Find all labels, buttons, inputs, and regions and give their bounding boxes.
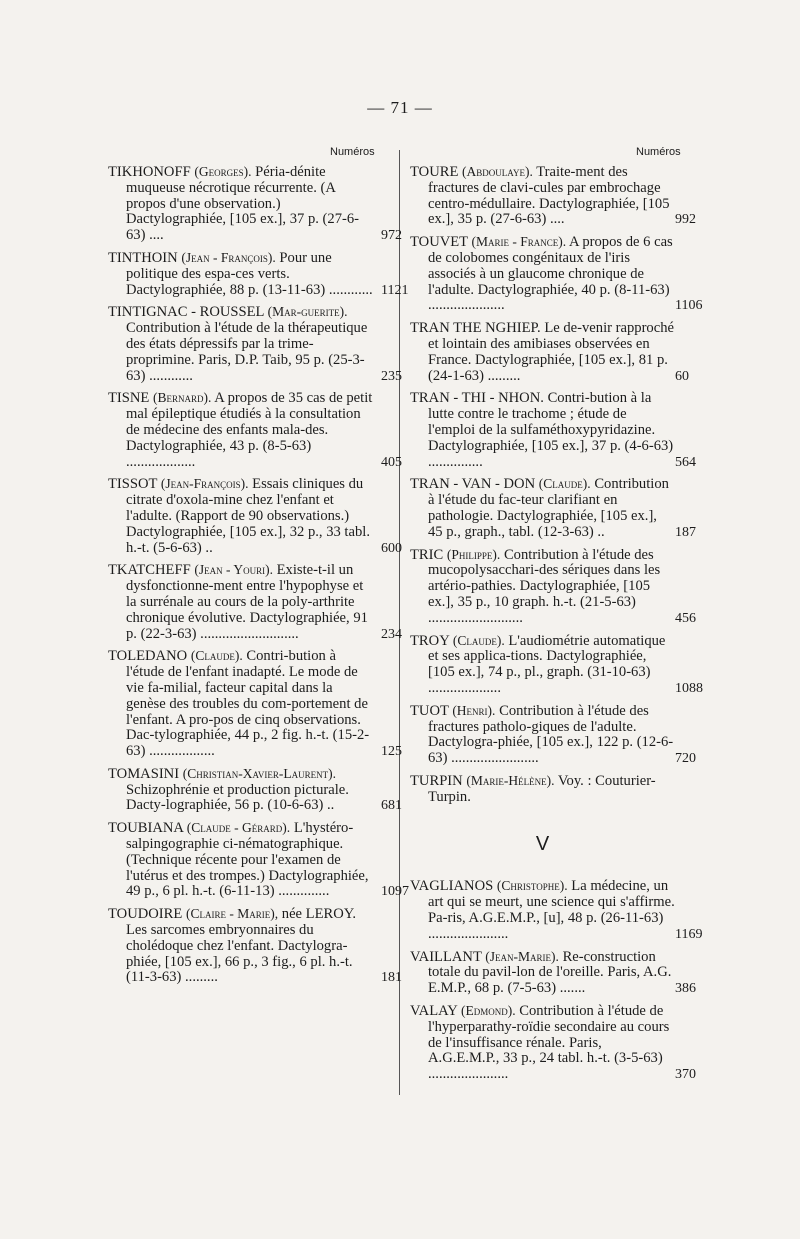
author-surname: TOMASINI [108, 765, 180, 782]
author-surname: TINTIGNAC - ROUSSEL [108, 304, 264, 321]
right-column-entries [410, 142, 703, 805]
author-given-name: (Mar-guerite). [267, 304, 348, 320]
bibliography-entry [410, 390, 696, 470]
bibliography-entry [410, 702, 696, 767]
entry-number: 234 [381, 626, 402, 642]
entry-description: Re-construction totale du pavil-lon de l'oreille. Paris, A.G. E.M.P., 68 p. (7-5-63) ....... [428, 948, 672, 997]
entry-number: 1088 [675, 680, 703, 696]
bibliography-entry [108, 562, 402, 642]
author-given-name: (Claire - Marie), [185, 906, 279, 922]
left-column-entries [108, 142, 409, 986]
right-column [410, 142, 703, 1089]
entry-description: Essais cliniques du citrate d'oxola-mine chez l'enfant et l'adulte. (Rapport de 90 observations.) Dactylographiée, [105 ex.], 32 p., 33 tabl. h.-t. (5-6-63) .. [126, 476, 370, 556]
entry-number: 405 [381, 454, 402, 470]
bibliography-entry [108, 304, 402, 384]
author-surname: VAGLIANOS [410, 878, 494, 895]
entry-description: Contribution à l'étude de l'hyperparathy-roïdie secondaire au cours de l'insuffisance rénale. Paris, A.G.E.M.P., 33 p., 24 tabl. h.-t. (3-5-63) ...................... [428, 1003, 670, 1083]
entry-number: 992 [675, 212, 696, 228]
bibliography-entry [108, 249, 409, 298]
author-surname: TURPIN [410, 772, 463, 789]
author-surname: TRAN - VAN - DON [410, 476, 536, 493]
bibliography-entry [108, 390, 402, 470]
author-given-name: (Georges). [194, 164, 252, 179]
entry-number: 386 [675, 981, 696, 997]
entry-description: Péria-dénite muqueuse nécrotique récurrente. (A propos d'une observation.) Dactylographiée, [105 ex.], 37 p. (27-6-63) .... [126, 164, 360, 244]
author-given-name: (Jean - Youri). [194, 562, 273, 578]
entry-description: La médecine, un art qui se meurt, une science qui s'affirme. Pa-ris, A.G.E.M.P., [u], 48 p. (26-11-63) ...................... [428, 878, 675, 942]
author-surname: VAILLANT [410, 948, 482, 965]
author-surname: TOUVET [410, 234, 468, 251]
entry-number: 125 [381, 744, 402, 760]
bibliography-entry [410, 320, 689, 384]
author-surname: TOLEDANO [108, 648, 188, 665]
author-given-name: (Claude - Gérard). [186, 820, 291, 836]
entry-number: 1121 [381, 282, 409, 298]
entry-number: 1097 [381, 884, 409, 900]
author-given-name: (Jean-Marie). [485, 948, 559, 964]
entry-description: A propos de 6 cas de colobomes congénitaux de l'iris associés à un glaucome chronique de l'adulte. Dactylographiée, 40 p. (8-11-63) ..................... [428, 234, 673, 314]
bibliography-entry [108, 164, 402, 244]
entry-description: Pour une politique des espa-ces verts. Dactylographiée, 88 p. (13-11-63) ............ [126, 249, 373, 298]
bibliography-entry [410, 1003, 696, 1083]
entry-number: 564 [675, 454, 696, 470]
author-given-name: (Bernard). [153, 390, 212, 406]
author-surname: TRAN THE NGHIEP. [410, 320, 541, 337]
entry-number: 972 [381, 228, 402, 244]
bibliography-entry [410, 234, 703, 314]
entry-description: Contribution à l'étude de la thérapeutique des états dépressifs par la trime-proprimine. Paris, D.P. Taib, 95 p. (25-3-63) ............ [126, 320, 368, 384]
entry-description: Contri-bution à la lutte contre le trachome ; étude de l'emploi de la sulfaméthoxypyridazine. Dactylographiée, [105 ex.], 37 p. (4-6-63) ............... [428, 390, 674, 470]
entry-number: 720 [675, 751, 696, 767]
entry-description: Contribution à l'étude des fractures patholo-giques de l'adulte. Dactylogra-phiée, [105 ex.], 122 p. (12-6-63) ........................ [428, 702, 674, 767]
author-surname: TOUBIANA [108, 820, 184, 837]
entry-description: Contribution à l'étude du fac-teur clarifiant en pathologie. Dactylographiée, [105 ex.], 45 p., graph., tabl. (12-3-63) .. [428, 476, 669, 540]
section-letter-v: V [535, 833, 550, 856]
bibliography-entry [410, 632, 703, 697]
author-surname: TIKHONOFF [108, 164, 191, 180]
bibliography-entry [410, 476, 696, 540]
column-header-right: Numéros [636, 146, 681, 158]
author-given-name: (Christian-Xavier-Laurent). [182, 765, 336, 781]
left-column [108, 142, 409, 992]
author-given-name: (Marie - France). [471, 234, 567, 250]
author-surname: VALAY [410, 1003, 458, 1020]
entry-number: 235 [381, 368, 402, 384]
author-surname: TISSOT [108, 476, 158, 493]
entry-description: Le de-venir rapproché et lointain des amibiases observées en France. Dactylographiée, [105 ex.], 81 p. (24-1-63) ......... [428, 320, 674, 384]
entry-description: née LEROY. Les sarcomes embryonnaires du cholédoque chez l'enfant. Dactylogra-phiée, [105 ex.], 66 p., 3 fig., 6 pl. h.-t. (11-3-63) ......... [126, 906, 357, 986]
entry-number: 60 [675, 368, 689, 384]
author-surname: TUOT [410, 702, 449, 719]
bibliography-entry [410, 164, 696, 228]
bibliography-entry [108, 476, 402, 556]
author-surname: TRIC [410, 546, 444, 563]
author-surname: TOURE [410, 164, 459, 180]
bibliography-entry [410, 773, 675, 806]
author-surname: TROY [410, 632, 450, 649]
entry-description: L'audiométrie automatique et ses applica-tions. Dactylographiée, [105 ex.], 74 p., pl., graph. (31-10-63) .................... [428, 632, 666, 696]
bibliography-entry [108, 765, 402, 814]
bibliography-entry [410, 546, 696, 627]
author-surname: TINTHOIN [108, 249, 178, 266]
bibliography-entry [410, 948, 696, 997]
author-surname: TRAN - THI - NHON. [410, 390, 544, 407]
entry-description: Existe-t-il un dysfonctionne-ment entre l'hypophyse et la surrénale au cours de la poly-arthrite chronique évolutive. Dactylographiée, 91 p. (22-3-63) ........................... [126, 562, 368, 642]
author-given-name: (Henri). [452, 702, 496, 718]
entry-description: Voy. : Couturier-Turpin. [428, 772, 656, 805]
author-given-name: (Jean - François). [181, 249, 276, 265]
entry-number: 1169 [675, 926, 703, 942]
entry-number: 1106 [675, 298, 703, 314]
entry-number: 187 [675, 524, 696, 540]
entry-description: Traite-ment des fractures de clavi-cules par embrochage centro-médullaire. Dactylographiée, [105 ex.], 35 p. (27-6-63) .... [428, 164, 670, 228]
bibliography-entry [108, 906, 402, 986]
page-number: — 71 — [367, 98, 433, 117]
entry-number: 681 [381, 798, 402, 814]
entry-number: 600 [381, 540, 402, 556]
entry-number: 181 [381, 970, 402, 986]
v-section-entries [410, 878, 703, 1083]
entry-description: L'hystéro-salpingographie ci-nématographique. (Technique récente pour l'examen de l'utérus et des trompes.) Dactylographiée, 49 p., 6 pl. h.-t. (6-11-13) .............. [126, 820, 369, 900]
entry-description: A propos de 35 cas de petit mal épileptique étudiés à la consultation de médecine des enfants mala-des. Dactylographiée, 43 p. (8-5-63) ................... [126, 390, 373, 470]
entry-description: Schizophrénie et production picturale. Dacty-lographiée, 56 p. (10-6-63) .. [126, 781, 349, 814]
author-given-name: (Christophe). [496, 878, 568, 894]
author-given-name: (Jean-François). [160, 476, 249, 492]
author-surname: TKATCHEFF [108, 562, 191, 579]
entry-number: 456 [675, 610, 696, 626]
author-given-name: (Claude). [190, 648, 243, 664]
author-surname: TOUDOIRE [108, 906, 183, 923]
author-given-name: (Claude). [538, 476, 591, 492]
bibliography-entry [108, 648, 402, 760]
bibliography-entry [108, 820, 409, 900]
entry-description: Contri-bution à l'étude de l'enfant inadapté. Le mode de vie fa-milial, facteur capital dans la genèse des troubles du com-portement de l'enfant. A pro-pos de cinq observations. Dac-tylographiée, 44 p., 2 fig. h.-t. (15-2-63) .................. [126, 648, 370, 760]
author-given-name: (Claude). [452, 632, 505, 648]
author-given-name: (Philippe). [446, 546, 501, 562]
entry-number: 370 [675, 1067, 696, 1083]
author-given-name: (Marie-Hélène). [466, 772, 555, 788]
author-given-name: (Abdoulaye). [462, 164, 533, 179]
entry-description: Contribution à l'étude des mucopolysacchari-des sériques dans les artério-pathies. Dactylographiée, [105 ex.], 35 p., 10 graph. h.-t. (21-5-63) .......................... [428, 546, 661, 626]
bibliography-entry [410, 878, 703, 942]
column-header-left: Numéros [330, 146, 375, 158]
author-surname: TISNE [108, 390, 150, 407]
author-given-name: (Edmond). [460, 1003, 516, 1019]
